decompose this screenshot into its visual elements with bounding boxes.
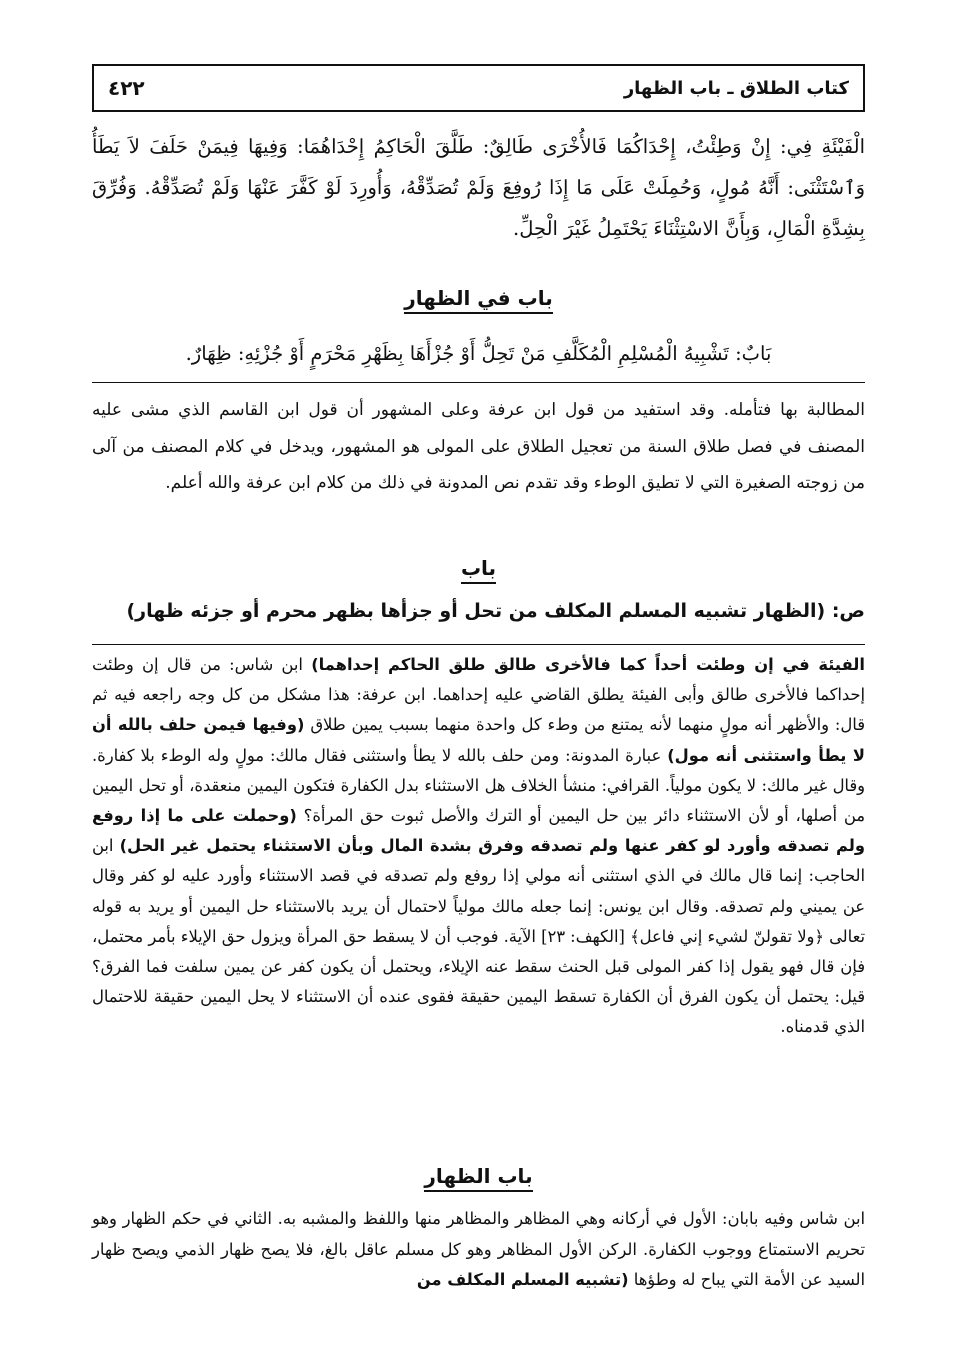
divider-rule	[92, 382, 865, 383]
commentary-paragraph-3	[92, 1204, 865, 1296]
commentary-text: ابن شاس: من قال إن وطئت إحداكما فالأخرى طالق وأبى الفيئة يطلق القاضي عليه إحداهما. ابن عرفة: هذا مشكل من كل وجه راجعه فيه ثم قال: والأظهر أنه مولٍ منهما لأنه يمتنع من وطء كل واحدة منهما بسبب يمين طلاق	[92, 655, 865, 735]
heading-text: باب	[461, 556, 496, 584]
heading-bab-al-zihar	[92, 1164, 865, 1188]
quoted-matn: (وفيها فيمن حلف بالله أن لا يطأ واستثنى أنه مول)	[92, 715, 865, 765]
quoted-matn: (وحملت على ما إذا روفع ولم تصدقه وأورد لو كفر عنها ولم تصدقه وفرق بشدة المال وبأن الاستثناء يحتمل غير الحل)	[92, 806, 865, 856]
heading-bab-fi-al-zihar	[92, 286, 865, 310]
chapter-title: كتاب الطلاق ـ باب الظهار	[623, 77, 849, 99]
commentary-text: ابن الحاجب: إنما قال مالك في الذي استثنى أنه مولي إذا روفع ولم تصدقه في قصد الاستثناء وأورد عليه لو كفر وقال عن يميني ولم تصدقه. وقال ابن يونس: إنما جعله مالك مولياً لاحتمال أن يريد بالاستثناء حل اليمين أو يريد به قوله تعالى ﴿ولا تقولنّ لشيء إني فاعل﴾ [الكهف: ٢٣] الآية. فوجب أن لا يسقط حق المرأة ويزول حق الإيلاء بأمر محتمل، فإن قال فهو يقول إذا كفر المولى قبل الحنث سقط عنه الإيلاء، ويحتمل أن يكون كفر عن يمين سلفت فما الفرق؟ قيل: يحتمل أن يكون الفرق أن الكفارة تسقط اليمين حقيقة فقوى عنده أن الاستثناء لا يحل اليمين حقيقة للاحتمال الذي قدمناه.	[92, 836, 865, 1037]
matn-text-top: الْفَيْئَةِ فِي: إِنْ وَطِئْتُ، إِحْدَاكُمَا فَالأُخْرَى طَالِقٌ: طَلَّقَ الْحَاكِمُ إِحْدَاهُمَا: وَفِيهَا فِيمَنْ حَلَفَ لاَ يَطَأُ وَٱسْتَثْنَى: أَنَّهُ مُولٍ، وَحُمِلَتْ عَلَى مَا إِذَا رُوفِعَ وَلَمْ تُصَدِّقْهُ، وَأُورِدَ لَوْ كَفَّرَ عَنْهَا وَلَمْ تُصَدِّقْهُ. وَفُرِّقَ بِشِدَّةِ الْمَالِ، وَبِأَنَّ الاسْتِثْنَاءَ يَحْتَمِلُ غَيْرَ الْحِلِّ.	[92, 135, 865, 240]
commentary-paragraph-1: المطالبة بها فتأمله. وقد استفيد من قول ابن عرفة وعلى المشهور أن قول ابن القاسم الذي مشى عليه المصنف في فصل طلاق السنة من تعجيل الطلاق على المولى هو المشهور، ويدخل في كلام المصنف من آلى من زوجته الصغيرة التي لا تطيق الوطء وقد تقدم نص المدونة في ذلك من كلام ابن عرفة والله أعلم.	[92, 400, 865, 493]
page-number: ٤٢٢	[108, 76, 145, 100]
quoted-matn: (تشبيه المسلم المكلف من	[416, 1270, 629, 1289]
heading-text: باب في الظهار	[404, 286, 552, 314]
heading-text: باب الظهار	[424, 1164, 532, 1192]
running-header	[92, 64, 865, 112]
heading-bab	[92, 556, 865, 580]
sad-quote-line: ص: (الظهار تشبيه المسلم المكلف من تحل أو جزأها بظهر محرم أو جزئه ظهار)	[126, 600, 865, 622]
book-page	[92, 64, 865, 1344]
commentary-text: عبارة المدونة: ومن حلف بالله لا يطأ واستثنى فقال مالك: مولٍ وله الوطء بلا كفارة. وقال غير مالك: لا يكون مولياً. القرافي: منشأ الخلاف هل الاستثناء بدل الكفارة فتكون اليمين منعقدة، أو تحل اليمين من أصلها، أو لأن الاستثناء دائر بين حل اليمين أو الترك والأصل ثبوت حق المرأة؟	[92, 745, 865, 826]
divider-rule	[92, 644, 865, 645]
quoted-matn: الفيئة في إن وطئت أحداً كما فالأخرى طالق طلق الحاكم إحداهما)	[311, 655, 865, 674]
commentary-paragraph-2	[92, 650, 865, 1043]
commentary-text: ابن شاس وفيه بابان: الأول في أركانه وهي المظاهر والمظاهر منها واللفظ والمشبه به. الثاني في حكم الظهار وهو تحريم الاستمتاع ووجوب الكفارة. الركن الأول المظاهر وهو كل مسلم عاقل بالغ، فلا يصح ظهار الذمي ويصح ظهار السيد عن الأمة التي يباح له وطؤها	[92, 1209, 865, 1289]
matn-bab-definition: بَابٌ: تَشْبِيهُ الْمُسْلِمِ الْمُكَلَّفِ مَنْ تَحِلُّ أَوْ جُزْأَهَا بِظَهْرِ مَحْرَمٍ أَوْ جُزْئِهِ: ظِهَارٌ.	[185, 342, 772, 365]
